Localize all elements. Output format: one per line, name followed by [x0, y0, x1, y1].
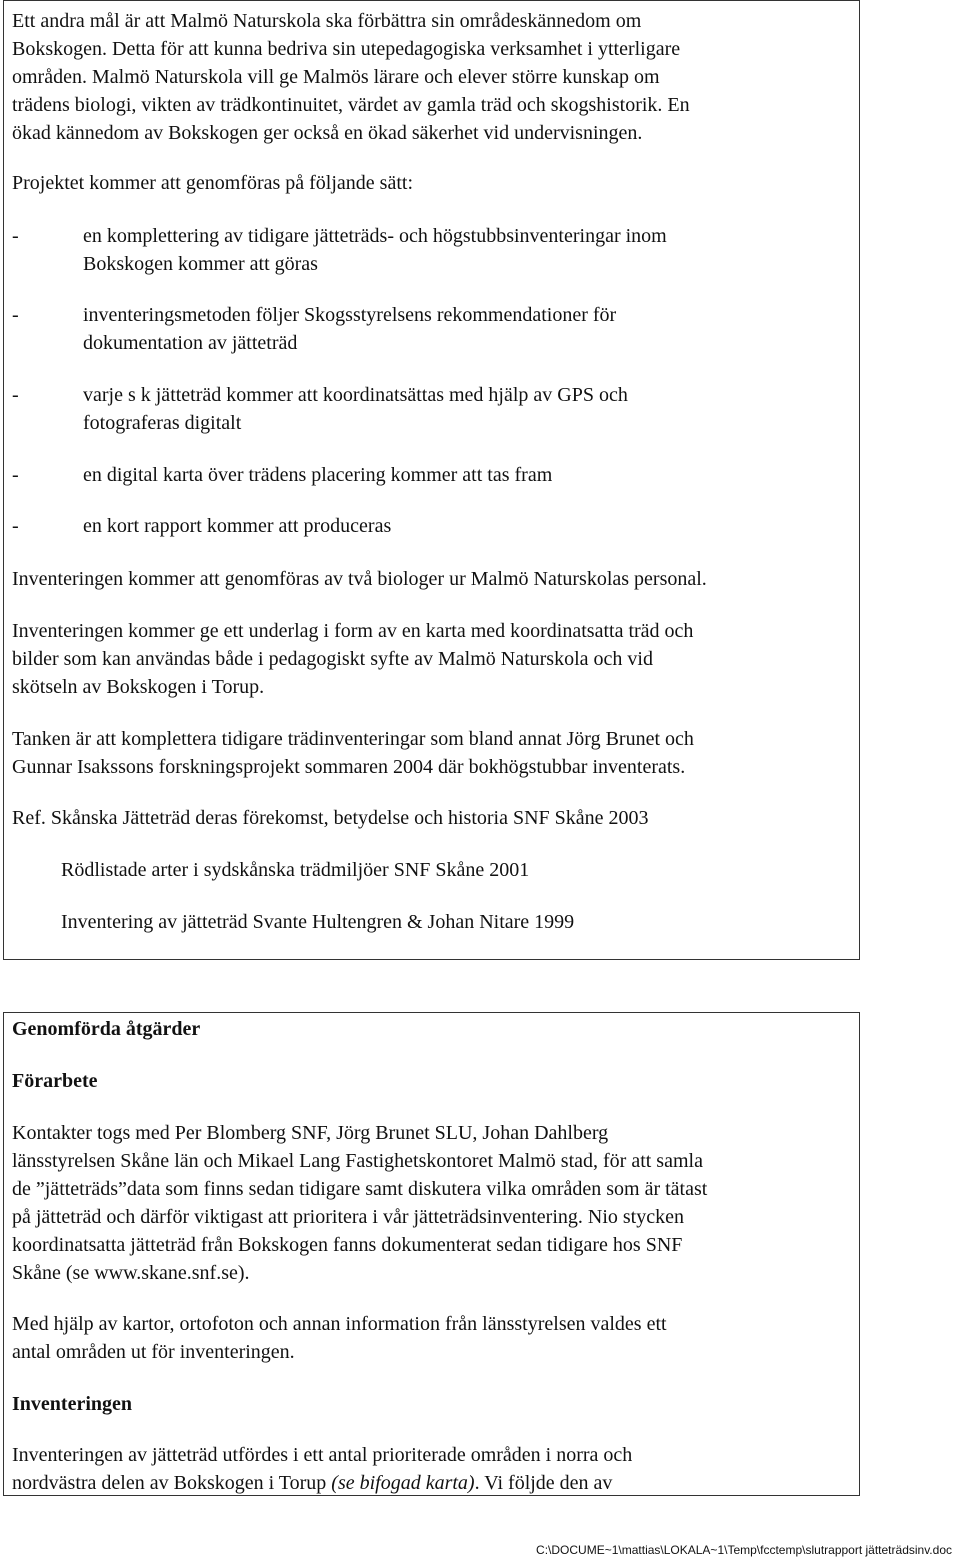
bullet-text: en digital karta över trädens placering kommer att tas fram [83, 464, 553, 486]
staff-paragraph: Inventeringen kommer att genomföras av två biologer ur Malmö Naturskolas personal. [12, 568, 707, 590]
bullet-text: varje s k jätteträd kommer att koordinatsättas med hjälp av GPS och [83, 384, 628, 406]
completed-actions-box [3, 1012, 860, 1496]
intro-line: ökad kännedom av Bokskogen ger också en ökad säkerhet vid undervisningen. [12, 122, 643, 144]
inventory-text: . Vi följde den av [474, 1472, 613, 1494]
maps-line: Med hjälp av kartor, ortofoton och annan information från länsstyrelsen valdes ett [12, 1313, 667, 1335]
map-reference: (se bifogad karta) [331, 1472, 475, 1494]
prep-line: koordinatsatta jätteträd från Bokskogen fanns dokumenterat sedan tidigare hos SNF [12, 1234, 683, 1256]
prep-line: på jätteträd och därför viktigast att prioritera i vår jätteträdsinventering. Nio stycken [12, 1206, 684, 1228]
reference-item: Ref. Skånska Jätteträd deras förekomst, betydelse och historia SNF Skåne 2003 [12, 807, 649, 829]
idea-line: Gunnar Isakssons forskningsprojekt sommaren 2004 där bokhögstubbar inventerats. [12, 756, 686, 778]
intro-line: Bokskogen. Detta för att kunna bedriva sin utepedagogiska verksamhet i ytterligare [12, 38, 681, 60]
result-line: Inventeringen kommer ge ett underlag i form av en karta med koordinatsatta träd och [12, 620, 694, 642]
project-description-box [3, 0, 860, 960]
result-line: bilder som kan användas både i pedagogiskt syfte av Malmö Naturskola och vid [12, 648, 653, 670]
result-line: skötseln av Bokskogen i Torup. [12, 676, 265, 698]
inventory-text: nordvästra delen av Bokskogen i Torup [12, 1472, 332, 1494]
intro-line: områden. Malmö Naturskola vill ge Malmös lärare och elever större kunskap om [12, 66, 660, 88]
inventory-line: Inventeringen av jätteträd utfördes i ett antal prioriterade områden i norra och [12, 1444, 633, 1466]
bullet-text: en komplettering av tidigare jätteträds- och högstubbsinventeringar inom [83, 225, 667, 247]
bullet-dash: - [12, 464, 19, 486]
bullet-dash: - [12, 225, 19, 247]
bullet-text: fotograferas digitalt [83, 412, 242, 434]
bullet-text: dokumentation av jätteträd [83, 332, 298, 354]
intro-line: trädens biologi, vikten av trädkontinuitet, värdet av gamla träd och skogshistorik. En [12, 94, 690, 116]
subheading-inventory: Inventeringen [12, 1393, 132, 1415]
bullet-dash: - [12, 304, 19, 326]
reference-item: Rödlistade arter i sydskånska trädmiljöer SNF Skåne 2001 [61, 859, 530, 881]
bullet-text: inventeringsmetoden följer Skogsstyrelsens rekommendationer för [83, 304, 617, 326]
method-intro: Projektet kommer att genomföras på följande sätt: [12, 172, 413, 194]
reference-item: Inventering av jätteträd Svante Hultengren & Johan Nitare 1999 [61, 911, 575, 933]
bullet-dash: - [12, 384, 19, 406]
prep-line: Skåne (se www.skane.snf.se). [12, 1262, 250, 1284]
prep-line: de ”jätteträds”data som finns sedan tidigare samt diskutera vilka områden som är tätast [12, 1178, 708, 1200]
prep-line: länsstyrelsen Skåne län och Mikael Lang Fastighetskontoret Malmö stad, för att samla [12, 1150, 703, 1172]
intro-line: Ett andra mål är att Malmö Naturskola ska förbättra sin områdeskännedom om [12, 10, 642, 32]
file-path-footer: C:\DOCUME~1\mattias\LOKALA~1\Temp\fcctemp\slutrapport jätteträdsinv.doc [536, 1543, 952, 1557]
inventory-line [12, 1473, 612, 1493]
subheading-prep: Förarbete [12, 1070, 98, 1092]
bullet-text: Bokskogen kommer att göras [83, 253, 318, 275]
bullet-text: en kort rapport kommer att produceras [83, 515, 392, 537]
idea-line: Tanken är att komplettera tidigare trädinventeringar som bland annat Jörg Brunet och [12, 728, 694, 750]
maps-line: antal områden ut för inventeringen. [12, 1341, 295, 1363]
bullet-dash: - [12, 515, 19, 537]
prep-line: Kontakter togs med Per Blomberg SNF, Jörg Brunet SLU, Johan Dahlberg [12, 1122, 609, 1144]
section-heading: Genomförda åtgärder [12, 1018, 201, 1040]
